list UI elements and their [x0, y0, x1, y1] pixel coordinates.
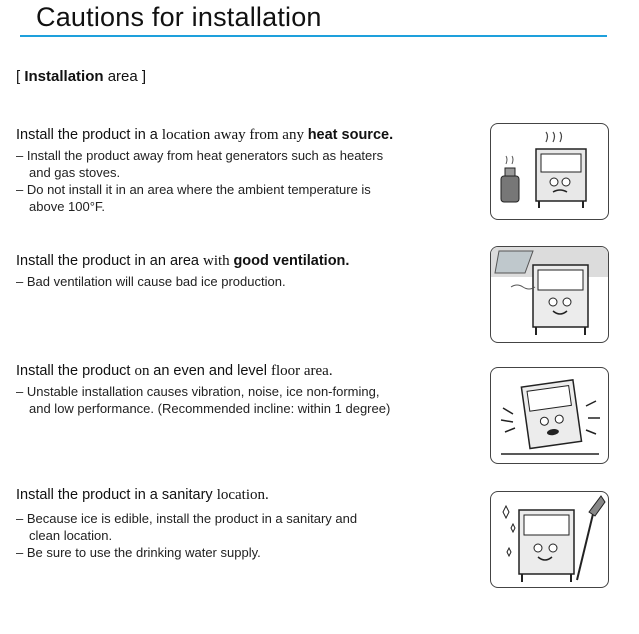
sparkle-icon — [503, 506, 509, 518]
section-label-bold: Installation — [24, 68, 104, 85]
ice-maker-ventilation-icon — [490, 246, 609, 343]
bullet-text: – Do not install it in an area where the ambient temperature is above 100°F. — [16, 182, 371, 214]
bullet-text: – Unstable installation causes vibration, noise, ice non-forming, and low performance. (Recommended incline: within 1 degree) — [16, 384, 391, 416]
gas-stove — [501, 176, 519, 202]
bullet-text: – Be sure to use the drinking water supply. — [16, 545, 261, 560]
item-heading — [16, 363, 486, 380]
stove-flame — [506, 156, 513, 164]
section-open-bracket: [ — [16, 68, 25, 85]
stove-pot — [505, 168, 515, 176]
section-header — [16, 68, 146, 85]
heading-part: Install the product — [16, 363, 135, 379]
heading-part: floor area. — [270, 363, 333, 379]
page-title: Cautions for installation — [36, 2, 322, 32]
bullet-text: – Install the product away from heat generators such as heaters and gas stoves. — [16, 148, 384, 180]
broom-head — [589, 496, 605, 516]
sanitary-drawing — [491, 492, 608, 587]
caution-item-level-floor — [16, 363, 486, 417]
heading-part: an even and level — [153, 363, 271, 379]
face-eye — [563, 298, 571, 306]
bullet-text: – Bad ventilation will cause bad ice production. — [16, 274, 286, 289]
caution-item-sanitary — [16, 487, 486, 561]
machine-window — [538, 270, 583, 290]
ice-maker-sanitary-icon — [490, 491, 609, 588]
heat-waves — [546, 132, 562, 142]
ice-maker-level-floor-icon — [490, 367, 609, 464]
broom-handle — [577, 514, 593, 580]
bullet-text: – Because ice is edible, install the product in a sanitary and clean location. — [16, 511, 358, 543]
item-heading — [16, 253, 486, 270]
heat-source-drawing — [491, 124, 608, 219]
caution-item-ventilation — [16, 253, 486, 290]
ice-maker-near-heat-source-icon — [490, 123, 609, 220]
face-eye — [534, 544, 542, 552]
face-eye — [540, 417, 549, 426]
heading-part: heat source. — [307, 127, 394, 143]
machine-window — [524, 515, 569, 535]
shake-lines — [501, 408, 515, 432]
ventilation-drawing — [491, 247, 608, 342]
face-eye — [555, 415, 564, 424]
item-heading — [16, 487, 486, 504]
heading-part: location. — [216, 487, 269, 503]
face-eye — [549, 544, 557, 552]
item-heading — [16, 127, 486, 144]
heading-part: on — [134, 363, 154, 379]
face-eye — [549, 298, 557, 306]
caution-item-heat-source — [16, 127, 486, 215]
heading-part: Install the product in a — [16, 127, 162, 143]
title-underline — [20, 35, 607, 37]
section-label-rest: area ] — [103, 68, 147, 85]
level-floor-drawing — [491, 368, 608, 463]
face-eye — [562, 178, 570, 186]
shake-lines — [586, 401, 600, 434]
air-flow — [511, 285, 535, 289]
tilted-machine — [521, 380, 581, 449]
heading-part: Install the product in an area — [16, 253, 204, 269]
sparkle-icon — [507, 548, 511, 556]
sparkle-icon — [511, 524, 515, 532]
heading-part: with — [203, 253, 234, 269]
heading-part: good ventilation. — [233, 253, 350, 269]
heading-part: location away from any — [161, 127, 308, 143]
heading-part: Install the product in a sanitary — [16, 487, 217, 503]
face-eye — [550, 178, 558, 186]
machine-window — [541, 154, 581, 172]
